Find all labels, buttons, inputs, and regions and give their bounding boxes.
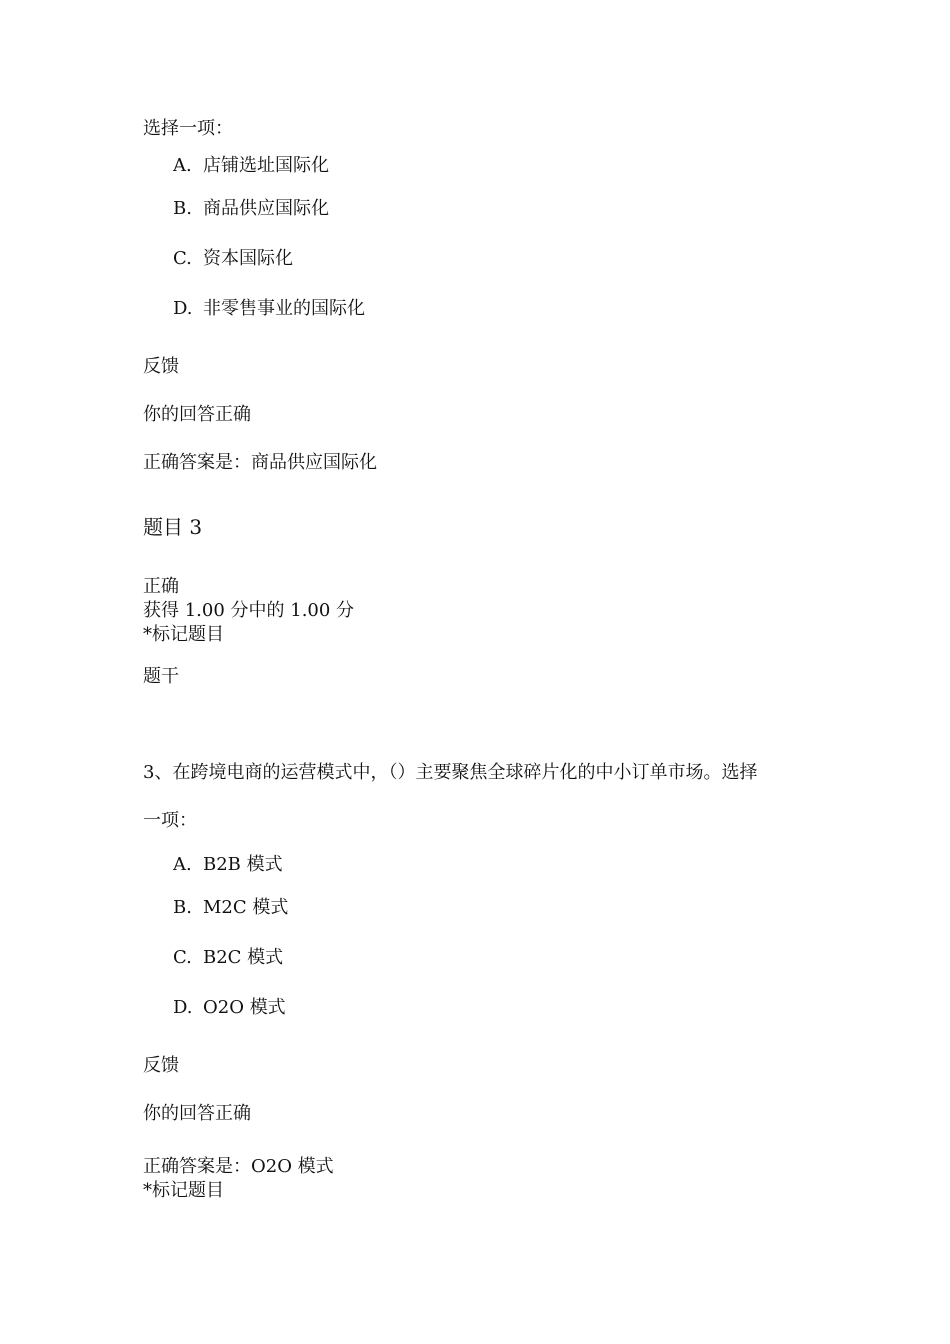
- option-text: 非零售事业的国际化: [203, 298, 365, 319]
- option-text: M2C 模式: [203, 897, 289, 918]
- q2-option-b[interactable]: [173, 198, 329, 220]
- option-text: 商品供应国际化: [203, 198, 329, 219]
- q3-option-b[interactable]: [173, 897, 288, 919]
- q3-flag-bottom-link[interactable]: *标记题目: [143, 1180, 224, 1201]
- q3-heading: 题目 3: [143, 515, 203, 539]
- q2-option-d[interactable]: [173, 298, 365, 320]
- q3-option-c[interactable]: [173, 947, 283, 969]
- option-letter: B.: [173, 198, 192, 219]
- q2-correct-answer: 正确答案是：商品供应国际化: [143, 452, 377, 473]
- option-letter: B.: [173, 897, 192, 918]
- q3-result-text: 你的回答正确: [143, 1103, 251, 1124]
- q2-option-a[interactable]: [173, 155, 329, 177]
- q2-option-c[interactable]: [173, 248, 293, 270]
- q3-flag-link[interactable]: *标记题目: [143, 624, 224, 645]
- q2-prompt-tail: 选择一项：: [143, 118, 233, 139]
- q3-feedback-label: 反馈: [143, 1055, 179, 1076]
- option-text: 资本国际化: [203, 248, 293, 269]
- q3-correct-answer: 正确答案是：O2O 模式: [143, 1156, 334, 1177]
- q2-feedback-label: 反馈: [143, 356, 179, 377]
- option-letter: A.: [173, 155, 192, 176]
- q3-option-a[interactable]: [173, 854, 283, 876]
- option-letter: D.: [173, 997, 193, 1018]
- q3-stem-label: 题干: [143, 666, 179, 687]
- q3-score: 获得 1.00 分中的 1.00 分: [143, 600, 355, 621]
- option-letter: C.: [173, 947, 192, 968]
- option-letter: A.: [173, 854, 192, 875]
- q3-question-line1: 3、在跨境电商的运营模式中，（）主要聚焦全球碎片化的中小订单市场。选择: [143, 762, 758, 783]
- option-text: 店铺选址国际化: [203, 155, 329, 176]
- q3-option-d[interactable]: [173, 997, 286, 1019]
- q2-result-text: 你的回答正确: [143, 404, 251, 425]
- option-text: O2O 模式: [203, 997, 286, 1018]
- option-letter: C.: [173, 248, 192, 269]
- q3-question-line2: 一项：: [143, 810, 197, 831]
- option-letter: D.: [173, 298, 193, 319]
- option-text: B2B 模式: [203, 854, 283, 875]
- q3-status: 正确: [143, 576, 179, 597]
- option-text: B2C 模式: [203, 947, 284, 968]
